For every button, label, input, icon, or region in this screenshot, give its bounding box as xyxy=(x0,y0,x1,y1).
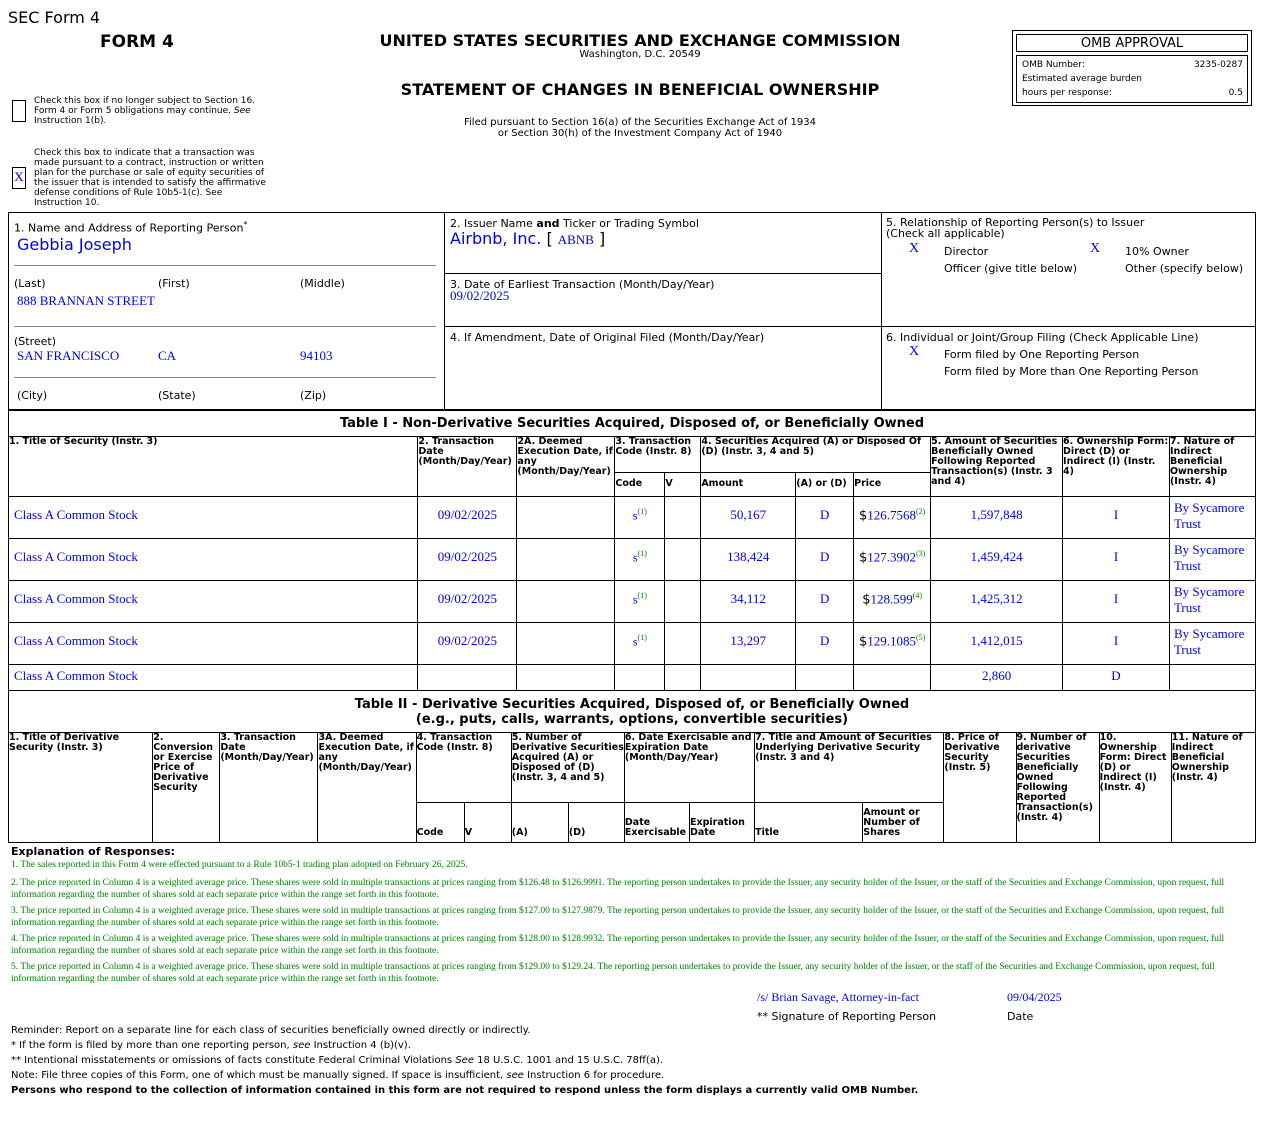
zip-value: 94103 xyxy=(300,348,333,363)
state-label: (State) xyxy=(158,389,196,402)
signature-label: ** Signature of Reporting Person xyxy=(757,1010,937,1023)
signature-name[interactable]: /s/ Brian Savage, Attorney-in-fact xyxy=(757,990,919,1004)
filed-pursuant-2: or Section 30(h) of the Investment Company Act of 1940 xyxy=(497,128,783,139)
page-title: SEC Form 4 xyxy=(8,8,101,27)
omb-details xyxy=(1016,55,1248,103)
v-cell xyxy=(665,539,701,581)
t2-subheader-code: Code xyxy=(416,803,464,843)
v-cell xyxy=(665,623,701,665)
table-row xyxy=(9,581,1256,623)
box2-label: 2. Issuer Name and Ticker or Trading Symbol xyxy=(450,217,699,230)
table-row xyxy=(9,665,1256,691)
transaction-date-cell: 09/02/2025 xyxy=(418,497,517,539)
box3-earliest-transaction xyxy=(445,274,882,327)
aord-cell: D xyxy=(796,539,854,581)
t2-subheader-amount-shares: Amount or Number of Shares xyxy=(863,803,944,843)
v-cell xyxy=(665,581,701,623)
aord-cell xyxy=(796,665,854,691)
ownership-form-cell: D xyxy=(1063,665,1170,691)
footnote: 2. The price reported in Column 4 is a weighted average price. These shares were sold in multiple transactions at prices ranging from $126.48 to $126.9991. The reporting person undertakes to provide the Issuer, any security holder of the Issuer, or the staff of the Securities and Exchange Commission, upon request, full information regarding the number of shares sold at each separate price within the range set forth in this footnote. xyxy=(11,878,1225,900)
box1-label: 1. Name and Address of Reporting Person* xyxy=(14,220,248,235)
form-label: FORM 4 xyxy=(100,32,174,52)
state-value: CA xyxy=(158,348,177,363)
amount-cell: 138,424 xyxy=(701,539,796,581)
aord-cell: D xyxy=(796,581,854,623)
other-label: Other (specify below) xyxy=(1125,262,1244,275)
t1-subheader-price: Price xyxy=(854,473,931,497)
omb-burden-label-1: Estimated average burden xyxy=(1022,74,1142,84)
v-cell xyxy=(665,665,701,691)
box4-label: 4. If Amendment, Date of Original Filed (Month/Day/Year) xyxy=(450,331,765,344)
box3-value: 09/02/2025 xyxy=(450,288,510,303)
deemed-date-cell xyxy=(517,497,615,539)
signature-date[interactable]: 09/04/2025 xyxy=(1007,990,1062,1004)
reminder-1: Reminder: Report on a separate line for each class of securities beneficially owned directly or indirectly. xyxy=(11,1025,531,1036)
filed-pursuant-1: Filed pursuant to Section 16(a) of the Securities Exchange Act of 1934 xyxy=(464,117,816,128)
city-label: (City) xyxy=(17,389,48,402)
rule10b5-checkmark: X xyxy=(14,169,24,184)
ownership-form-cell: I xyxy=(1063,623,1170,665)
t2-header-number: 5. Number of Derivative Securities Acquired (A) or Disposed of (D) (Instr. 3, 4 and 5) xyxy=(511,733,624,803)
ticker-link[interactable]: ABNB xyxy=(557,232,594,247)
t2-subheader-expiration: Expiration Date xyxy=(690,803,755,843)
statement-title: STATEMENT OF CHANGES IN BENEFICIAL OWNERSHIP xyxy=(400,80,880,99)
security-title-cell: Class A Common Stock xyxy=(9,665,418,691)
footnote: 5. The price reported in Column 4 is a weighted average price. These shares were sold in multiple transactions at prices ranging from $129.00 to $129.24. The reporting person undertakes to provide the Issuer, any security holder of the Issuer, or the staff of the Securities and Exchange Commission, upon request, full information regarding the number of shares sold at each separate price within the range set forth in this footnote. xyxy=(11,962,1215,984)
street-value: 888 BRANNAN STREET xyxy=(17,293,155,308)
ownership-form-cell: I xyxy=(1063,497,1170,539)
nature-cell xyxy=(1169,665,1255,691)
t2-subheader-d: (D) xyxy=(568,803,624,843)
street-label: (Street) xyxy=(14,335,57,348)
owned-cell: 2,860 xyxy=(931,665,1063,691)
t1-subheader-code: Code xyxy=(615,473,665,497)
issuer-name-link[interactable]: Airbnb, Inc. xyxy=(450,229,542,248)
section16-text: Check this box if no longer subject to Section 16. Form 4 or Form 5 obligations may continue. See Instruction 1(b). xyxy=(34,96,256,126)
table1-title: Table I - Non-Derivative Securities Acquired, Disposed of, or Beneficially Owned xyxy=(8,410,1256,437)
code-cell: $s^{(1)}$ xyxy=(615,581,665,623)
one-person-label: Form filed by One Reporting Person xyxy=(944,348,1140,361)
security-title-cell: Class A Common Stock xyxy=(9,581,418,623)
reminder-3: ** Intentional misstatements or omissions of facts constitute Federal Criminal Violations See 18 U.S.C. 1001 and 15 U.S.C. 78ff(a). xyxy=(11,1055,664,1066)
t1-header-date: 2. Transaction Date (Month/Day/Year) xyxy=(418,437,517,497)
t2-header-underlying: 7. Title and Amount of Securities Underlying Derivative Security (Instr. 3 and 4) xyxy=(755,733,944,803)
code-cell xyxy=(615,665,665,691)
aord-cell: D xyxy=(796,497,854,539)
t2-header-nature: 11. Nature of Indirect Beneficial Ownership (Instr. 4) xyxy=(1171,733,1255,843)
box5-relationship xyxy=(882,212,1256,327)
signature-date-label: Date xyxy=(1007,1010,1034,1023)
footnote: 4. The price reported in Column 4 is a weighted average price. These shares were sold in multiple transactions at prices ranging from $128.00 to $128.9932. The reporting person undertakes to provide the Issuer, any security holder of the Issuer, or the staff of the Securities and Exchange Commission, upon request, full information regarding the number of shares sold at each separate price within the range set forth in this footnote. xyxy=(11,934,1225,956)
t1-header-acquired: 4. Securities Acquired (A) or Disposed Of (D) (Instr. 3, 4 and 5) xyxy=(701,437,931,473)
deemed-date-cell xyxy=(517,581,615,623)
nature-cell: By Sycamore Trust xyxy=(1169,581,1255,623)
t1-header-nature: 7. Nature of Indirect Beneficial Ownership (Instr. 4) xyxy=(1169,437,1255,497)
zip-label: (Zip) xyxy=(300,389,327,402)
owned-cell: 1,597,848 xyxy=(931,497,1063,539)
agency-title: UNITED STATES SECURITIES AND EXCHANGE COMMISSION xyxy=(379,31,901,50)
omb-title: OMB APPROVAL xyxy=(1016,34,1248,52)
nature-cell: By Sycamore Trust xyxy=(1169,497,1255,539)
transaction-date-cell: 09/02/2025 xyxy=(418,581,517,623)
t2-subheader-v: V xyxy=(464,803,511,843)
t1-header-title: 1. Title of Security (Instr. 3) xyxy=(9,437,418,497)
code-cell: $s^{(1)}$ xyxy=(615,497,665,539)
security-title-cell: Class A Common Stock xyxy=(9,539,418,581)
price-cell xyxy=(854,665,931,691)
t2-subheader-date-exercisable: Date Exercisable xyxy=(624,803,689,843)
owned-cell: 1,459,424 xyxy=(931,539,1063,581)
omb-number-value: 3235-0287 xyxy=(1193,60,1243,70)
t2-subheader-a: (A) xyxy=(511,803,568,843)
v-cell xyxy=(665,497,701,539)
t2-subheader-title: Title xyxy=(755,803,863,843)
omb-number-label: OMB Number: xyxy=(1022,60,1085,70)
t1-subheader-aord: (A) or (D) xyxy=(796,473,854,497)
rule10b5-text: Check this box to indicate that a transaction was made pursuant to a contract, instruction or written plan for the purchase or sale of equity securities of the issuer that is intended to satisfy the affirmative defense conditions of Rule 10b5-1(c). See Instruction 10. xyxy=(34,148,266,208)
amount-cell: 34,112 xyxy=(701,581,796,623)
owned-cell: 1,412,015 xyxy=(931,623,1063,665)
table-row xyxy=(9,623,1256,665)
explanation-notes xyxy=(11,859,1246,989)
security-title-cell: Class A Common Stock xyxy=(9,623,418,665)
nature-cell: By Sycamore Trust xyxy=(1169,539,1255,581)
t1-subheader-amount: Amount xyxy=(701,473,796,497)
divider xyxy=(14,326,436,327)
nature-cell: By Sycamore Trust xyxy=(1169,623,1255,665)
box3-label: 3. Date of Earliest Transaction (Month/Day/Year) xyxy=(450,278,715,291)
table1-non-derivative xyxy=(8,436,1256,691)
reminder-4: Note: File three copies of this Form, one of which must be manually signed. If space is insufficient, see Instruction 6 for procedure. xyxy=(11,1070,665,1081)
deemed-date-cell xyxy=(517,623,615,665)
t1-header-amount-owned: 5. Amount of Securities Beneficially Owned Following Reported Transaction(s) (Instr. 3 and 4) xyxy=(931,437,1063,497)
reminder-2: * If the form is filed by more than one reporting person, see Instruction 4 (b)(v). xyxy=(11,1040,411,1051)
explanation-heading: Explanation of Responses: xyxy=(11,845,176,858)
t1-header-code: 3. Transaction Code (Instr. 8) xyxy=(615,437,701,473)
officer-label: Officer (give title below) xyxy=(944,262,1078,275)
deemed-date-cell xyxy=(517,539,615,581)
code-cell: $s^{(1)}$ xyxy=(615,539,665,581)
last-label: (Last) xyxy=(14,277,46,290)
price-cell: $127.3902$^{(3)}$ xyxy=(854,539,931,581)
omb-burden-value: 0.5 xyxy=(1228,88,1243,98)
footnote: 3. The price reported in Column 4 is a weighted average price. These shares were sold in multiple transactions at prices ranging from $127.00 to $127.9879. The reporting person undertakes to provide the Issuer, any security holder of the Issuer, or the staff of the Securities and Exchange Commission, upon request, full information regarding the number of shares sold at each separate price within the range set forth in this footnote. xyxy=(11,906,1225,928)
code-cell: $s^{(1)}$ xyxy=(615,623,665,665)
city-value: SAN FRANCISCO xyxy=(17,348,120,363)
table-row xyxy=(9,539,1256,581)
transaction-date-cell: 09/02/2025 xyxy=(418,623,517,665)
aord-cell: D xyxy=(796,623,854,665)
t1-header-ownership-form: 6. Ownership Form: Direct (D) or Indirect (I) (Instr. 4) xyxy=(1063,437,1170,497)
box4-amendment xyxy=(445,327,882,410)
box6-filing xyxy=(882,327,1256,410)
director-check: X xyxy=(909,241,920,256)
divider xyxy=(14,265,436,266)
amount-cell: 50,167 xyxy=(701,497,796,539)
price-cell: $129.1085$^{(5)}$ xyxy=(854,623,931,665)
t2-header-ownership-form: 10. Ownership Form: Direct (D) or Indirect (I) (Instr. 4) xyxy=(1099,733,1171,843)
table2-derivative xyxy=(8,732,1256,843)
price-cell: $128.599$^{(4)}$ xyxy=(854,581,931,623)
table-row xyxy=(9,497,1256,539)
t1-header-deemed: 2A. Deemed Execution Date, if any (Month/Day/Year) xyxy=(517,437,615,497)
t2-header-conversion: 2. Conversion or Exercise Price of Derivative Security xyxy=(153,733,220,843)
transaction-date-cell xyxy=(418,665,517,691)
reporting-person-name-link[interactable]: Gebbia Joseph xyxy=(17,235,132,254)
t2-header-price: 8. Price of Derivative Security (Instr. 5) xyxy=(944,733,1016,843)
deemed-date-cell xyxy=(517,665,615,691)
footnote: 1. The sales reported in this Form 4 were effected pursuant to a Rule 10b5-1 trading plan adopted on February 26, 2025. xyxy=(11,860,468,870)
table2-title: Table II - Derivative Securities Acquired, Disposed of, or Beneficially Owned (e.g., puts, calls, warrants, options, convertible securities) xyxy=(8,690,1256,733)
t2-header-owned: 9. Number of derivative Securities Beneficially Owned Following Reported Transaction(s) (Instr. 4) xyxy=(1016,733,1099,843)
issuer-line: Airbnb, Inc. [ ABNB ] xyxy=(450,229,606,248)
t2-header-title: 1. Title of Derivative Security (Instr. 3) xyxy=(9,733,153,843)
rule10b5-checkbox[interactable] xyxy=(12,167,26,189)
omb-burden-label-2: hours per response: xyxy=(1022,88,1112,98)
t2-header-exercisable: 6. Date Exercisable and Expiration Date (Month/Day/Year) xyxy=(624,733,754,803)
security-title-cell: Class A Common Stock xyxy=(9,497,418,539)
divider xyxy=(14,377,436,378)
owned-cell: 1,425,312 xyxy=(931,581,1063,623)
reminder-5: Persons who respond to the collection of information contained in this form are not required to respond unless the form displays a currently valid OMB Number. xyxy=(11,1085,919,1096)
box1-reporting-person xyxy=(8,212,445,410)
director-label: Director xyxy=(944,245,989,258)
omb-approval-box xyxy=(1012,30,1252,106)
ownership-form-cell: I xyxy=(1063,581,1170,623)
t2-header-code: 4. Transaction Code (Instr. 8) xyxy=(416,733,511,803)
ownership-form-cell: I xyxy=(1063,539,1170,581)
box6-label: 6. Individual or Joint/Group Filing (Check Applicable Line) xyxy=(886,331,1199,344)
amount-cell: 13,297 xyxy=(701,623,796,665)
box2-issuer xyxy=(445,212,882,274)
owner-check: X xyxy=(1090,241,1101,256)
amount-cell xyxy=(701,665,796,691)
agency-location: Washington, D.C. 20549 xyxy=(579,49,701,60)
middle-label: (Middle) xyxy=(300,277,345,290)
t2-header-deemed: 3A. Deemed Execution Date, if any (Month/Day/Year) xyxy=(318,733,416,843)
t2-header-date: 3. Transaction Date (Month/Day/Year) xyxy=(220,733,318,843)
box5-label: 5. Relationship of Reporting Person(s) to Issuer (Check all applicable) xyxy=(886,216,1145,240)
price-cell: $126.7568$^{(2)}$ xyxy=(854,497,931,539)
t1-subheader-v: V xyxy=(665,473,701,497)
transaction-date-cell: 09/02/2025 xyxy=(418,539,517,581)
more-person-label: Form filed by More than One Reporting Person xyxy=(944,365,1199,378)
one-person-check: X xyxy=(909,344,920,359)
first-label: (First) xyxy=(158,277,190,290)
section16-checkbox[interactable] xyxy=(12,100,26,122)
owner-label: 10% Owner xyxy=(1125,245,1189,258)
